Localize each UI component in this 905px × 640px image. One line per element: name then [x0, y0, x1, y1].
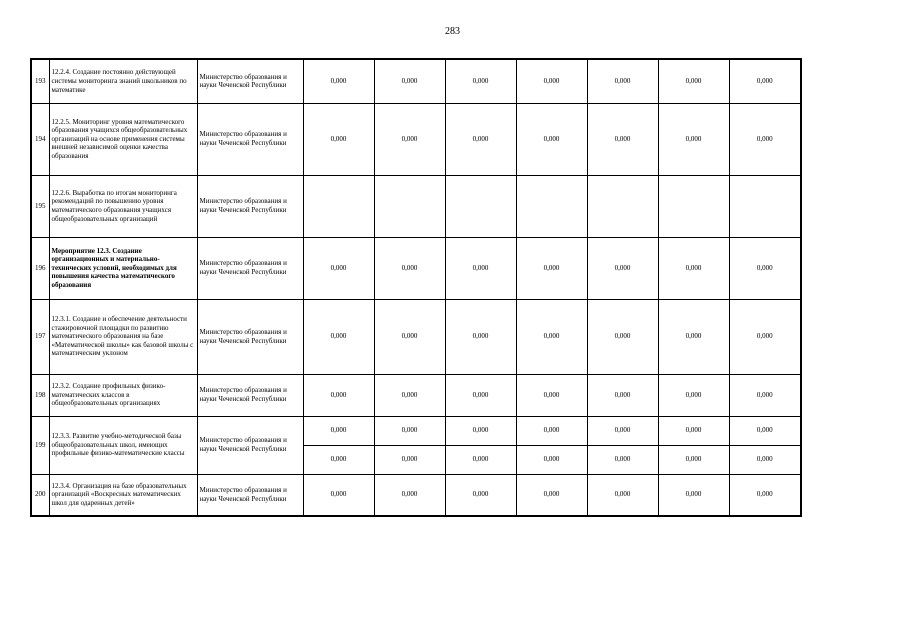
table-row — [31, 175, 801, 237]
value-cell: 0,000 — [587, 445, 658, 474]
measure-name: 12.2.4. Создание постоянно действующей системы мониторинга знаний школьников по математике — [49, 59, 197, 103]
value-cell: 0,000 — [303, 103, 374, 175]
measure-name: 12.3.1. Создание и обеспечение деятельности стажировочной площадки по развитию математического образования на базе «Математической школы» как базовой школы с математическим уклоном — [49, 299, 197, 374]
value-cell: 0,000 — [303, 445, 374, 474]
value-cell: 0,000 — [658, 299, 729, 374]
value-cell: 0,000 — [658, 237, 729, 299]
responsible-org: Министерство образования и науки Чеченской Республики — [197, 416, 303, 474]
table-row — [31, 237, 801, 299]
value-cell: 0,000 — [516, 445, 587, 474]
value-cell: 0,000 — [587, 237, 658, 299]
value-cell: 0,000 — [445, 59, 516, 103]
value-cell — [516, 175, 587, 237]
value-cell: 0,000 — [729, 416, 801, 445]
row-number: 199 — [31, 416, 49, 474]
value-cell — [729, 175, 801, 237]
value-cell: 0,000 — [729, 59, 801, 103]
value-cell: 0,000 — [374, 103, 445, 175]
value-cell: 0,000 — [729, 103, 801, 175]
responsible-org: Министерство образования и науки Чеченской Республики — [197, 175, 303, 237]
responsible-org: Министерство образования и науки Чеченской Республики — [197, 299, 303, 374]
value-cell — [374, 175, 445, 237]
table-row — [31, 374, 801, 416]
table-row — [31, 59, 801, 103]
value-cell: 0,000 — [374, 299, 445, 374]
value-cell: 0,000 — [516, 59, 587, 103]
value-cell: 0,000 — [374, 474, 445, 516]
value-cell: 0,000 — [303, 416, 374, 445]
value-cell: 0,000 — [587, 474, 658, 516]
row-number: 198 — [31, 374, 49, 416]
value-cell: 0,000 — [516, 474, 587, 516]
value-cell: 0,000 — [303, 474, 374, 516]
program-table — [30, 58, 802, 517]
value-cell: 0,000 — [658, 59, 729, 103]
value-cell — [303, 175, 374, 237]
value-cell: 0,000 — [516, 103, 587, 175]
responsible-org: Министерство образования и науки Чеченской Республики — [197, 374, 303, 416]
table-row — [31, 299, 801, 374]
row-number: 194 — [31, 103, 49, 175]
value-cell: 0,000 — [445, 474, 516, 516]
value-cell: 0,000 — [729, 374, 801, 416]
value-cell: 0,000 — [516, 374, 587, 416]
value-cell: 0,000 — [587, 416, 658, 445]
responsible-org: Министерство образования и науки Чеченской Республики — [197, 103, 303, 175]
row-number: 195 — [31, 175, 49, 237]
measure-name: 12.3.4. Организация на базе образовательных организаций «Воскресных математических школ для одаренных детей» — [49, 474, 197, 516]
measure-name: Мероприятие 12.3. Создание организационных и материально-технических условий, необходимых для повышения качества математического образования — [49, 237, 197, 299]
value-cell: 0,000 — [729, 474, 801, 516]
value-cell: 0,000 — [303, 59, 374, 103]
value-cell — [587, 175, 658, 237]
page-number: 283 — [445, 26, 460, 37]
row-number: 196 — [31, 237, 49, 299]
value-cell: 0,000 — [516, 416, 587, 445]
value-cell: 0,000 — [587, 374, 658, 416]
value-cell: 0,000 — [374, 445, 445, 474]
value-cell: 0,000 — [729, 299, 801, 374]
value-cell: 0,000 — [374, 374, 445, 416]
value-cell: 0,000 — [729, 237, 801, 299]
value-cell: 0,000 — [445, 237, 516, 299]
value-cell: 0,000 — [587, 103, 658, 175]
value-cell: 0,000 — [303, 237, 374, 299]
measure-name: 12.2.6. Выработка по итогам мониторинга рекомендаций по повышению уровня математического образования учащихся общеобразовательных организаций — [49, 175, 197, 237]
responsible-org: Министерство образования и науки Чеченской Республики — [197, 59, 303, 103]
value-cell: 0,000 — [374, 416, 445, 445]
row-number: 193 — [31, 59, 49, 103]
table-row — [31, 474, 801, 516]
row-number: 197 — [31, 299, 49, 374]
value-cell: 0,000 — [658, 374, 729, 416]
value-cell: 0,000 — [658, 103, 729, 175]
value-cell: 0,000 — [445, 445, 516, 474]
measure-name: 12.2.5. Мониторинг уровня математического образования учащихся общеобразовательных организаций на основе применения системы внешней независимой оценки качества образования — [49, 103, 197, 175]
value-cell: 0,000 — [374, 237, 445, 299]
value-cell: 0,000 — [658, 445, 729, 474]
value-cell: 0,000 — [303, 299, 374, 374]
value-cell: 0,000 — [587, 299, 658, 374]
measure-name: 12.3.2. Создание профильных физико-математических классов в общеобразовательных организациях — [49, 374, 197, 416]
table-row — [31, 416, 801, 445]
value-cell: 0,000 — [516, 237, 587, 299]
responsible-org: Министерство образования и науки Чеченской Республики — [197, 474, 303, 516]
value-cell: 0,000 — [445, 416, 516, 445]
value-cell: 0,000 — [445, 374, 516, 416]
value-cell: 0,000 — [374, 59, 445, 103]
value-cell: 0,000 — [303, 374, 374, 416]
value-cell — [445, 175, 516, 237]
value-cell: 0,000 — [729, 445, 801, 474]
responsible-org: Министерство образования и науки Чеченской Республики — [197, 237, 303, 299]
value-cell: 0,000 — [658, 474, 729, 516]
value-cell: 0,000 — [516, 299, 587, 374]
row-number: 200 — [31, 474, 49, 516]
value-cell: 0,000 — [658, 416, 729, 445]
measure-name: 12.3.3. Развитие учебно-методической базы общеобразовательных школ, имеющих профильные физико-математические классы — [49, 416, 197, 474]
table-row — [31, 103, 801, 175]
value-cell: 0,000 — [587, 59, 658, 103]
value-cell: 0,000 — [445, 103, 516, 175]
value-cell — [658, 175, 729, 237]
value-cell: 0,000 — [445, 299, 516, 374]
